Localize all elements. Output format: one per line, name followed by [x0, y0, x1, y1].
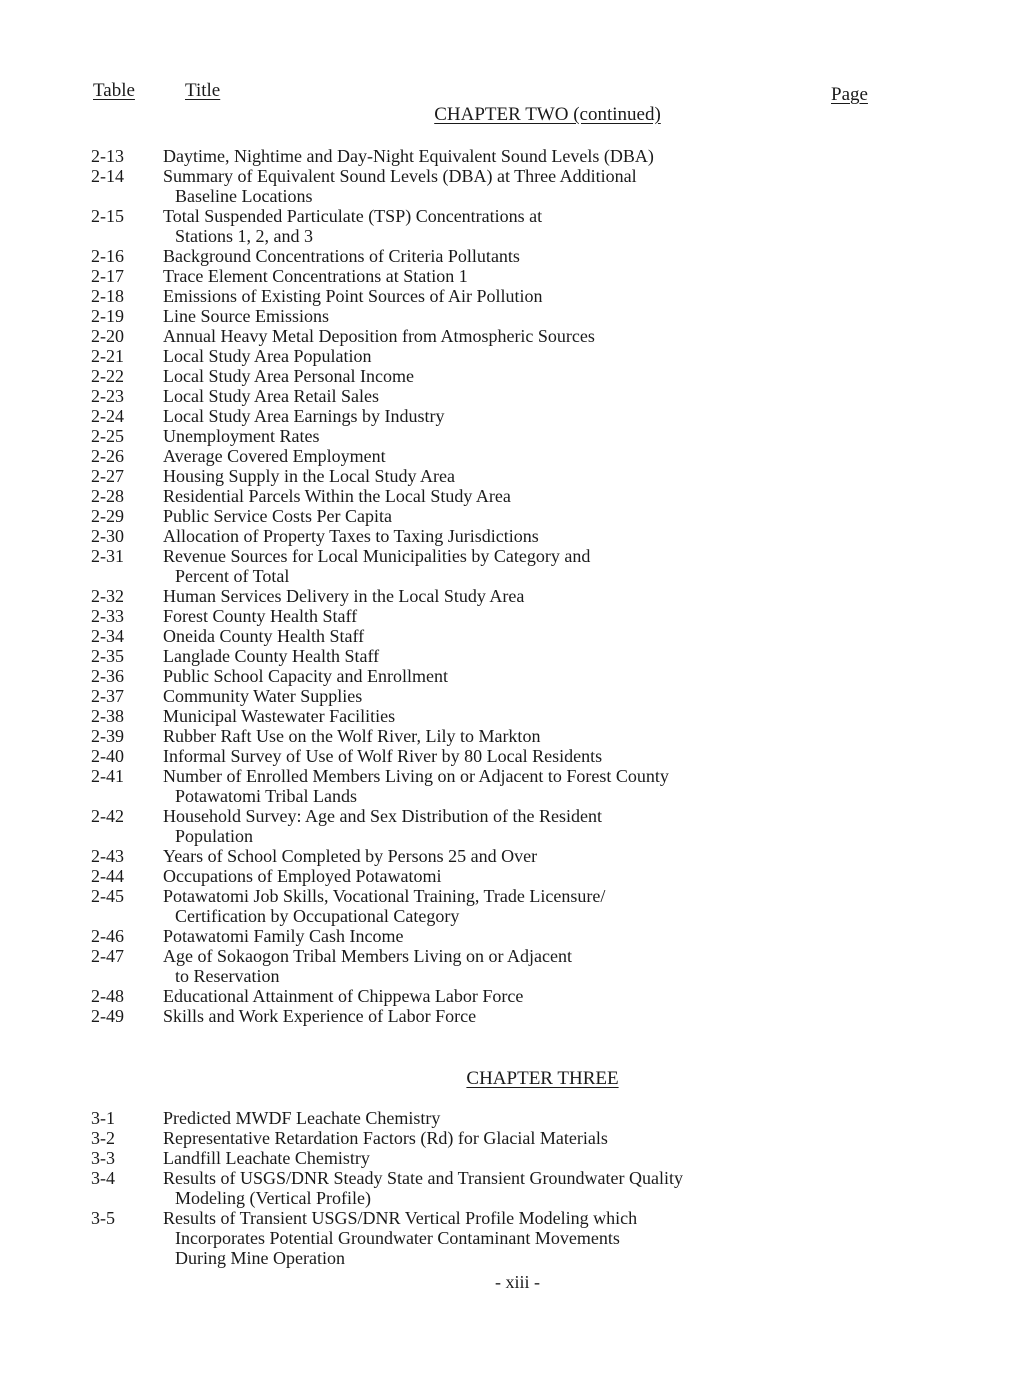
chapter-two-entry-list	[0, 146, 1035, 1026]
toc-entry	[0, 1006, 1035, 1026]
title-line: Representative Retardation Factors (Rd) for Glacial Materials	[163, 1128, 608, 1148]
title-line: Average Covered Employment	[163, 446, 386, 466]
table-number: 2-18	[91, 286, 124, 306]
table-title	[163, 886, 803, 926]
toc-entry	[0, 766, 1035, 806]
toc-entry	[0, 446, 1035, 466]
toc-entry	[0, 1168, 1035, 1208]
title-line: Langlade County Health Staff	[163, 646, 380, 666]
table-number: 3-1	[91, 1108, 115, 1128]
table-title	[163, 446, 803, 466]
table-title	[163, 586, 803, 606]
title-line: Line Source Emissions	[163, 306, 329, 326]
table-number: 3-3	[91, 1148, 115, 1168]
toc-entry	[0, 1128, 1035, 1148]
table-number: 2-13	[91, 146, 124, 166]
table-number: 2-21	[91, 346, 124, 366]
table-title	[163, 466, 803, 486]
table-title	[163, 866, 803, 886]
table-column-heading: Table	[93, 80, 135, 101]
toc-entry	[0, 246, 1035, 266]
table-number: 2-39	[91, 726, 124, 746]
title-line: Incorporates Potential Groundwater Contaminant Movements	[175, 1228, 620, 1248]
table-number: 2-17	[91, 266, 124, 286]
toc-entry	[0, 586, 1035, 606]
title-line: Unemployment Rates	[163, 426, 320, 446]
title-line: Trace Element Concentrations at Station 1	[163, 266, 468, 286]
table-title	[163, 806, 803, 846]
table-number: 2-42	[91, 806, 124, 826]
table-number: 2-24	[91, 406, 124, 426]
page-column-heading: Page	[831, 84, 868, 105]
title-line: Population	[175, 826, 254, 846]
table-title	[163, 686, 803, 706]
table-title	[163, 406, 803, 426]
title-line: Baseline Locations	[175, 186, 313, 206]
table-title	[163, 346, 803, 366]
table-title	[163, 646, 803, 666]
toc-entry	[0, 606, 1035, 626]
title-line: Number of Enrolled Members Living on or Adjacent to Forest County	[163, 766, 669, 786]
title-line: Percent of Total	[175, 566, 290, 586]
title-line: Skills and Work Experience of Labor Force	[163, 1006, 477, 1026]
table-title	[163, 426, 803, 446]
toc-entry	[0, 946, 1035, 986]
table-number: 2-47	[91, 946, 124, 966]
title-line: Rubber Raft Use on the Wolf River, Lily to Markton	[163, 726, 541, 746]
table-number: 2-35	[91, 646, 124, 666]
title-line: Potawatomi Tribal Lands	[175, 786, 358, 806]
title-line: Background Concentrations of Criteria Pollutants	[163, 246, 520, 266]
table-title	[163, 306, 803, 326]
toc-entry	[0, 1148, 1035, 1168]
toc-entry	[0, 626, 1035, 646]
table-number: 2-48	[91, 986, 124, 1006]
table-number: 2-45	[91, 886, 124, 906]
toc-entry	[0, 326, 1035, 346]
chapter-two-heading: CHAPTER TWO (continued)	[434, 104, 661, 125]
table-number: 2-38	[91, 706, 124, 726]
title-line: Predicted MWDF Leachate Chemistry	[163, 1108, 441, 1128]
table-title	[163, 1148, 803, 1168]
table-number: 2-19	[91, 306, 124, 326]
table-title	[163, 206, 803, 246]
title-line: Occupations of Employed Potawatomi	[163, 866, 442, 886]
toc-entry	[0, 666, 1035, 686]
chapter-three-entry-list	[0, 1108, 1035, 1268]
table-title	[163, 366, 803, 386]
page-number-footer: - xiii -	[495, 1272, 540, 1292]
toc-entry	[0, 1108, 1035, 1128]
table-number: 2-16	[91, 246, 124, 266]
toc-entry	[0, 866, 1035, 886]
title-line: Results of USGS/DNR Steady State and Transient Groundwater Quality	[163, 1168, 683, 1188]
title-line: Housing Supply in the Local Study Area	[163, 466, 455, 486]
toc-entry	[0, 266, 1035, 286]
title-line: Allocation of Property Taxes to Taxing Jurisdictions	[163, 526, 539, 546]
table-title	[163, 526, 803, 546]
title-line: Community Water Supplies	[163, 686, 363, 706]
table-title	[163, 1208, 803, 1268]
table-title	[163, 166, 803, 206]
title-line: Informal Survey of Use of Wolf River by 80 Local Residents	[163, 746, 603, 766]
table-number: 2-20	[91, 326, 124, 346]
title-line: Potawatomi Job Skills, Vocational Training, Trade Licensure/	[163, 886, 606, 906]
toc-entry	[0, 546, 1035, 586]
title-line: Public Service Costs Per Capita	[163, 506, 392, 526]
toc-entry	[0, 506, 1035, 526]
toc-entry	[0, 166, 1035, 206]
title-line: Household Survey: Age and Sex Distribution of the Resident	[163, 806, 602, 826]
table-title	[163, 1128, 803, 1148]
table-number: 2-27	[91, 466, 124, 486]
toc-entry	[0, 526, 1035, 546]
toc-entry	[0, 366, 1035, 386]
toc-entry	[0, 746, 1035, 766]
title-line: Revenue Sources for Local Municipalities by Category and	[163, 546, 591, 566]
title-line: Local Study Area Personal Income	[163, 366, 414, 386]
title-line: Potawatomi Family Cash Income	[163, 926, 404, 946]
toc-entry	[0, 846, 1035, 866]
title-line: Modeling (Vertical Profile)	[175, 1188, 371, 1208]
table-number: 2-30	[91, 526, 124, 546]
toc-entry	[0, 346, 1035, 366]
title-line: to Reservation	[175, 966, 280, 986]
title-line: Daytime, Nightime and Day-Night Equivalent Sound Levels (DBA)	[163, 146, 654, 166]
toc-entry	[0, 146, 1035, 166]
toc-entry	[0, 646, 1035, 666]
toc-entry	[0, 306, 1035, 326]
table-number: 2-26	[91, 446, 124, 466]
table-title	[163, 666, 803, 686]
title-line: Forest County Health Staff	[163, 606, 358, 626]
table-title	[163, 506, 803, 526]
toc-entry	[0, 706, 1035, 726]
table-number: 2-40	[91, 746, 124, 766]
table-title	[163, 1168, 803, 1208]
table-title	[163, 926, 803, 946]
table-number: 2-32	[91, 586, 124, 606]
table-title	[163, 986, 803, 1006]
title-line: Stations 1, 2, and 3	[175, 226, 313, 246]
table-title	[163, 266, 803, 286]
table-number: 2-31	[91, 546, 124, 566]
title-line: Local Study Area Population	[163, 346, 372, 366]
table-number: 2-15	[91, 206, 124, 226]
title-line: Annual Heavy Metal Deposition from Atmospheric Sources	[163, 326, 595, 346]
title-line: Local Study Area Earnings by Industry	[163, 406, 445, 426]
toc-entry	[0, 406, 1035, 426]
toc-entry	[0, 286, 1035, 306]
toc-entry	[0, 466, 1035, 486]
toc-entry	[0, 986, 1035, 1006]
table-number: 3-4	[91, 1168, 115, 1188]
table-number: 2-22	[91, 366, 124, 386]
table-number: 2-25	[91, 426, 124, 446]
table-number: 2-44	[91, 866, 124, 886]
chapter-three-heading: CHAPTER THREE	[466, 1068, 619, 1089]
table-number: 2-33	[91, 606, 124, 626]
table-number: 2-14	[91, 166, 124, 186]
table-title	[163, 1108, 803, 1128]
table-number: 3-2	[91, 1128, 115, 1148]
table-title	[163, 946, 803, 986]
table-title	[163, 326, 803, 346]
table-title	[163, 246, 803, 266]
table-number: 2-23	[91, 386, 124, 406]
table-number: 2-37	[91, 686, 124, 706]
table-number: 2-28	[91, 486, 124, 506]
table-number: 2-41	[91, 766, 124, 786]
toc-entry	[0, 206, 1035, 246]
title-line: Municipal Wastewater Facilities	[163, 706, 396, 726]
table-number: 2-36	[91, 666, 124, 686]
table-title	[163, 706, 803, 726]
table-number: 2-49	[91, 1006, 124, 1026]
title-line: Landfill Leachate Chemistry	[163, 1148, 370, 1168]
table-title	[163, 386, 803, 406]
title-line: Public School Capacity and Enrollment	[163, 666, 448, 686]
toc-entry	[0, 926, 1035, 946]
table-title	[163, 606, 803, 626]
title-line: Total Suspended Particulate (TSP) Concentrations at	[163, 206, 543, 226]
title-line: Summary of Equivalent Sound Levels (DBA) at Three Additional	[163, 166, 637, 186]
table-number: 2-43	[91, 846, 124, 866]
table-title	[163, 746, 803, 766]
table-title	[163, 766, 803, 806]
title-line: Local Study Area Retail Sales	[163, 386, 379, 406]
page-number	[820, 0, 864, 1273]
title-line: Emissions of Existing Point Sources of Air Pollution	[163, 286, 543, 306]
title-line: Residential Parcels Within the Local Study Area	[163, 486, 511, 506]
toc-entry	[0, 486, 1035, 506]
table-title	[163, 286, 803, 306]
title-line: Results of Transient USGS/DNR Vertical Profile Modeling which	[163, 1208, 638, 1228]
toc-entry	[0, 386, 1035, 406]
table-title	[163, 626, 803, 646]
table-title	[163, 486, 803, 506]
title-line: Human Services Delivery in the Local Study Area	[163, 586, 525, 606]
table-title	[163, 1006, 803, 1026]
toc-entry	[0, 426, 1035, 446]
title-line: Age of Sokaogon Tribal Members Living on or Adjacent	[163, 946, 572, 966]
toc-entry	[0, 686, 1035, 706]
toc-entry	[0, 726, 1035, 746]
title-column-heading: Title	[185, 80, 221, 101]
toc-entry	[0, 1208, 1035, 1268]
table-number: 2-34	[91, 626, 124, 646]
table-number: 2-29	[91, 506, 124, 526]
table-number: 2-46	[91, 926, 124, 946]
title-line: Educational Attainment of Chippewa Labor Force	[163, 986, 524, 1006]
toc-entry	[0, 806, 1035, 846]
table-title	[163, 546, 803, 586]
table-number: 3-5	[91, 1208, 115, 1228]
title-line: Years of School Completed by Persons 25 and Over	[163, 846, 538, 866]
table-title	[163, 846, 803, 866]
title-line: During Mine Operation	[175, 1248, 345, 1268]
title-line: Oneida County Health Staff	[163, 626, 365, 646]
title-line: Certification by Occupational Category	[175, 906, 460, 926]
table-title	[163, 726, 803, 746]
table-title	[163, 146, 803, 166]
toc-entry	[0, 886, 1035, 926]
